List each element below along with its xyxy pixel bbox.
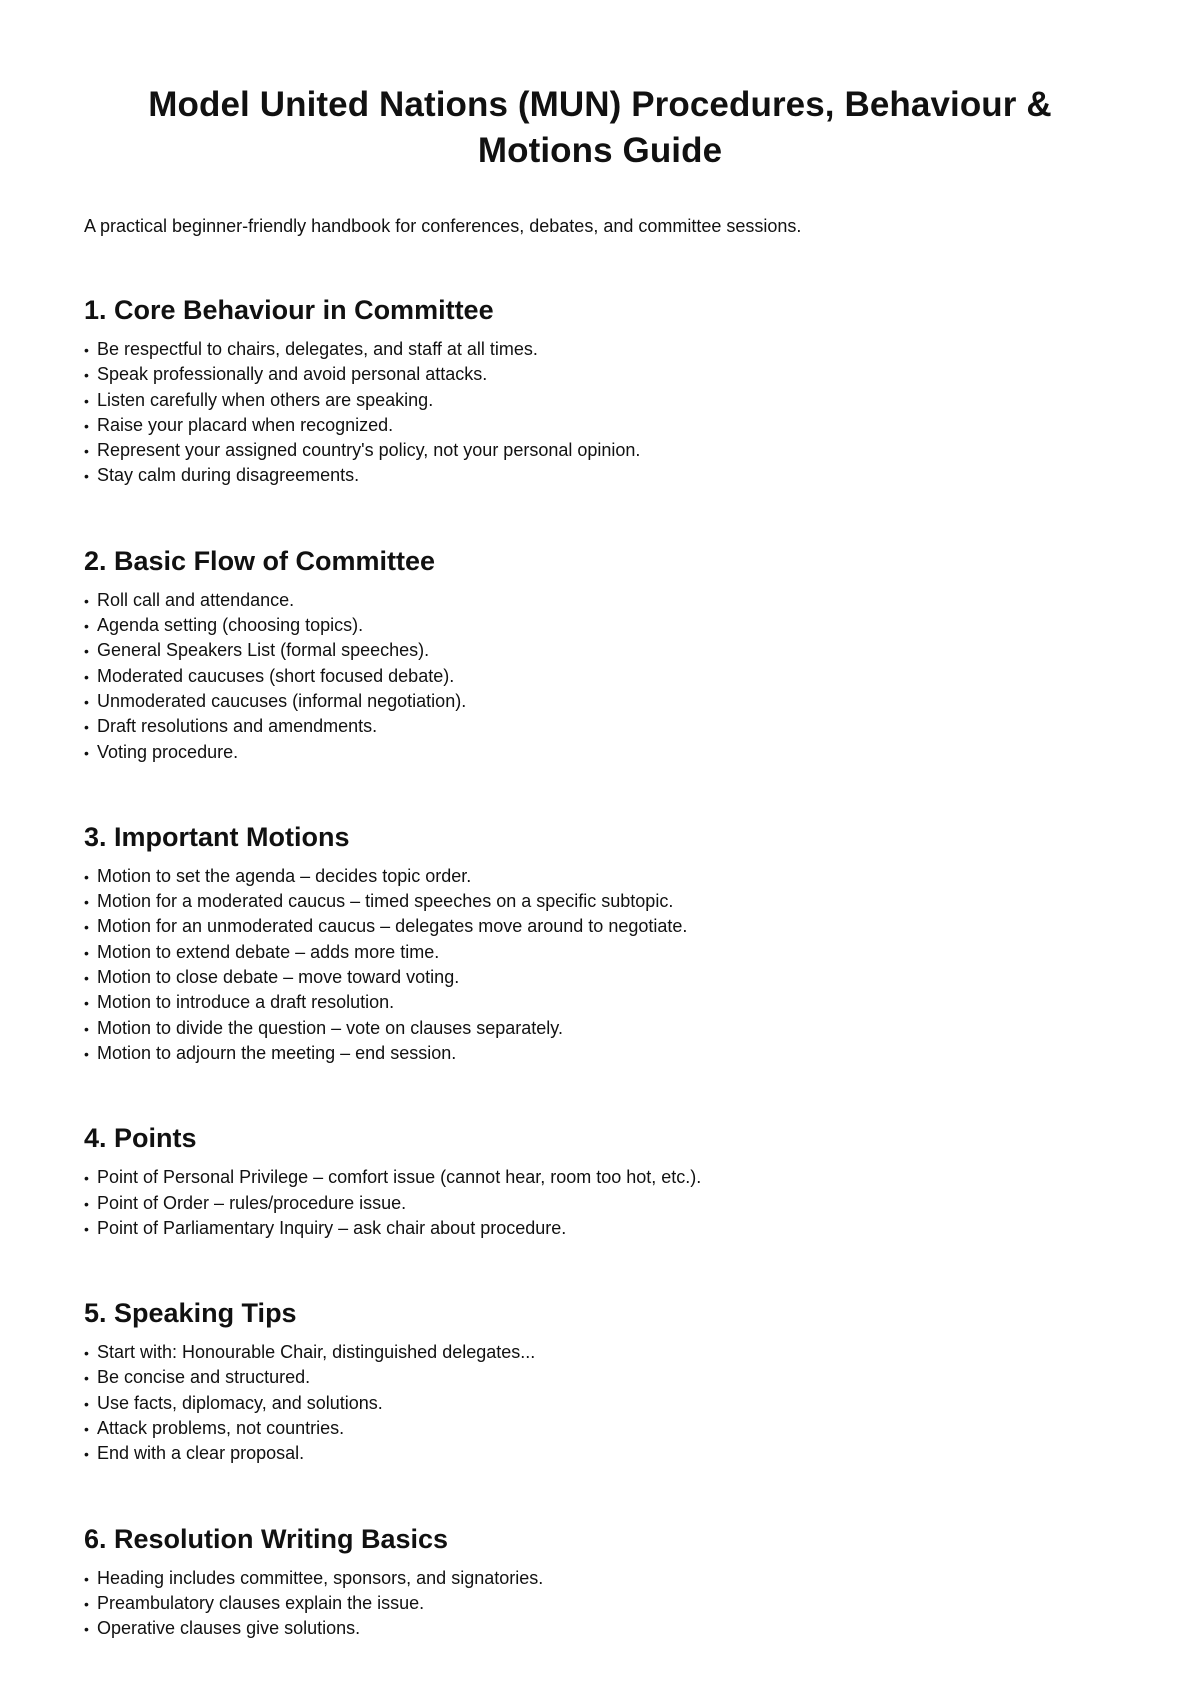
bullet-icon: • [84, 1045, 89, 1062]
list-item [84, 1416, 1116, 1441]
list-item-text: Unmoderated caucuses (informal negotiation). [97, 690, 467, 711]
list-item [84, 463, 1116, 488]
list-item-text: Preambulatory clauses explain the issue. [97, 1592, 425, 1613]
list-item [84, 413, 1116, 438]
bullet-icon: • [84, 719, 89, 736]
list-item-text: Start with: Honourable Chair, distinguished delegates... [97, 1342, 536, 1363]
section-5 [84, 1296, 1116, 1466]
list-item [84, 1591, 1116, 1616]
list-item-text: Speak professionally and avoid personal attacks. [97, 364, 488, 385]
bullet-icon: • [84, 367, 89, 384]
list-item [84, 940, 1116, 965]
list-item [84, 438, 1116, 463]
list-item [84, 689, 1116, 714]
bullet-icon: • [84, 1570, 89, 1587]
list-item [84, 1340, 1116, 1365]
bullet-icon: • [84, 919, 89, 936]
section-6 [84, 1522, 1116, 1642]
bullet-icon: • [84, 668, 89, 685]
list-item-text: Moderated caucuses (short focused debate). [97, 665, 455, 686]
bullet-icon: • [84, 868, 89, 885]
list-item [84, 1016, 1116, 1041]
list-item [84, 1216, 1116, 1241]
list-item [84, 990, 1116, 1015]
list-item [84, 965, 1116, 990]
bullet-icon: • [84, 1421, 89, 1438]
list-item-text: End with a clear proposal. [97, 1443, 305, 1464]
section-heading: 1. Core Behaviour in Committee [84, 295, 494, 325]
list-item [84, 1391, 1116, 1416]
bullet-icon: • [84, 995, 89, 1012]
bullet-list [84, 588, 1116, 765]
list-item-text: Motion to extend debate – adds more time. [97, 941, 440, 962]
list-item [84, 588, 1116, 613]
list-item [84, 1191, 1116, 1216]
list-item-text: Motion for an unmoderated caucus – delegates move around to negotiate. [97, 916, 688, 937]
section-4 [84, 1121, 1116, 1241]
bullet-icon: • [84, 1170, 89, 1187]
bullet-icon: • [84, 468, 89, 485]
section-2 [84, 544, 1116, 765]
bullet-icon: • [84, 894, 89, 911]
bullet-list [84, 1340, 1116, 1466]
list-item-text: Represent your assigned country's policy, not your personal opinion. [97, 440, 641, 461]
section-heading: 6. Resolution Writing Basics [84, 1523, 449, 1554]
bullet-icon: • [84, 1195, 89, 1212]
list-item [84, 864, 1116, 889]
list-item-text: Be respectful to chairs, delegates, and staff at all times. [97, 339, 538, 359]
bullet-icon: • [84, 342, 89, 358]
list-item [84, 740, 1116, 765]
list-item-text: Stay calm during disagreements. [97, 465, 360, 486]
list-item-text: Operative clauses give solutions. [97, 1618, 361, 1639]
list-item-text: Draft resolutions and amendments. [97, 716, 378, 737]
bullet-icon: • [84, 643, 89, 660]
bullet-icon: • [84, 1395, 89, 1412]
bullet-icon: • [84, 392, 89, 409]
bullet-icon: • [84, 592, 89, 609]
list-item [84, 1165, 1116, 1190]
section-3 [84, 820, 1116, 1066]
list-item-text: Motion for a moderated caucus – timed speeches on a specific subtopic. [97, 891, 674, 912]
bullet-icon: • [84, 417, 89, 434]
list-item-text: Motion to adjourn the meeting – end session. [97, 1042, 457, 1063]
list-item-text: Point of Parliamentary Inquiry – ask chair about procedure. [97, 1217, 567, 1238]
list-item [84, 337, 1116, 362]
document-subtitle: A practical beginner-friendly handbook for conferences, debates, and committee sessions. [84, 216, 802, 236]
section-1 [84, 293, 1116, 489]
bullet-icon: • [84, 744, 89, 761]
section-heading: 2. Basic Flow of Committee [84, 545, 436, 576]
list-item-text: Point of Order – rules/procedure issue. [97, 1192, 407, 1213]
list-item [84, 638, 1116, 663]
bullet-icon: • [84, 970, 89, 987]
list-item [84, 613, 1116, 638]
list-item [84, 914, 1116, 939]
section-heading: 3. Important Motions [84, 821, 350, 852]
list-item-text: Voting procedure. [97, 741, 239, 762]
bullet-icon: • [84, 693, 89, 710]
list-item [84, 714, 1116, 739]
bullet-icon: • [84, 443, 89, 460]
list-item-text: Motion to introduce a draft resolution. [97, 992, 395, 1013]
list-item [84, 362, 1116, 387]
bullet-icon: • [84, 1345, 89, 1362]
bullet-icon: • [84, 618, 89, 635]
list-item [84, 1616, 1116, 1641]
bullet-list [84, 337, 1116, 489]
list-item-text: Agenda setting (choosing topics). [97, 615, 364, 636]
list-item-text: Use facts, diplomacy, and solutions. [97, 1392, 383, 1413]
document-title: Model United Nations (MUN) Procedures, Behaviour & Motions Guide [148, 85, 1052, 170]
list-item-text: Listen carefully when others are speaking. [97, 389, 434, 410]
list-item [84, 1041, 1116, 1066]
bullet-icon: • [84, 1595, 89, 1612]
list-item [84, 889, 1116, 914]
list-item-text: Point of Personal Privilege – comfort issue (cannot hear, room too hot, etc.). [97, 1167, 702, 1188]
list-item [84, 1566, 1116, 1591]
bullet-icon: • [84, 1220, 89, 1237]
list-item-text: Heading includes committee, sponsors, and signatories. [97, 1567, 544, 1588]
bullet-icon: • [84, 1446, 89, 1463]
sections-container [84, 293, 1116, 1642]
list-item-text: Attack problems, not countries. [97, 1418, 345, 1439]
list-item [84, 1441, 1116, 1466]
section-heading: 4. Points [84, 1123, 197, 1154]
list-item-text: Raise your placard when recognized. [97, 414, 394, 435]
bullet-icon: • [84, 944, 89, 961]
list-item [84, 388, 1116, 413]
bullet-icon: • [84, 1020, 89, 1037]
list-item-text: Motion to close debate – move toward voting. [97, 967, 460, 988]
list-item [84, 1365, 1116, 1390]
bullet-icon: • [84, 1370, 89, 1387]
list-item-text: General Speakers List (formal speeches). [97, 640, 430, 661]
list-item-text: Roll call and attendance. [97, 589, 295, 610]
bullet-icon: • [84, 1621, 89, 1638]
section-heading: 5. Speaking Tips [84, 1298, 297, 1329]
bullet-list [84, 1165, 1116, 1241]
bullet-list [84, 864, 1116, 1066]
list-item-text: Motion to set the agenda – decides topic order. [97, 865, 472, 886]
bullet-list [84, 1566, 1116, 1642]
list-item-text: Motion to divide the question – vote on clauses separately. [97, 1017, 563, 1038]
list-item-text: Be concise and structured. [97, 1367, 311, 1388]
list-item [84, 664, 1116, 689]
